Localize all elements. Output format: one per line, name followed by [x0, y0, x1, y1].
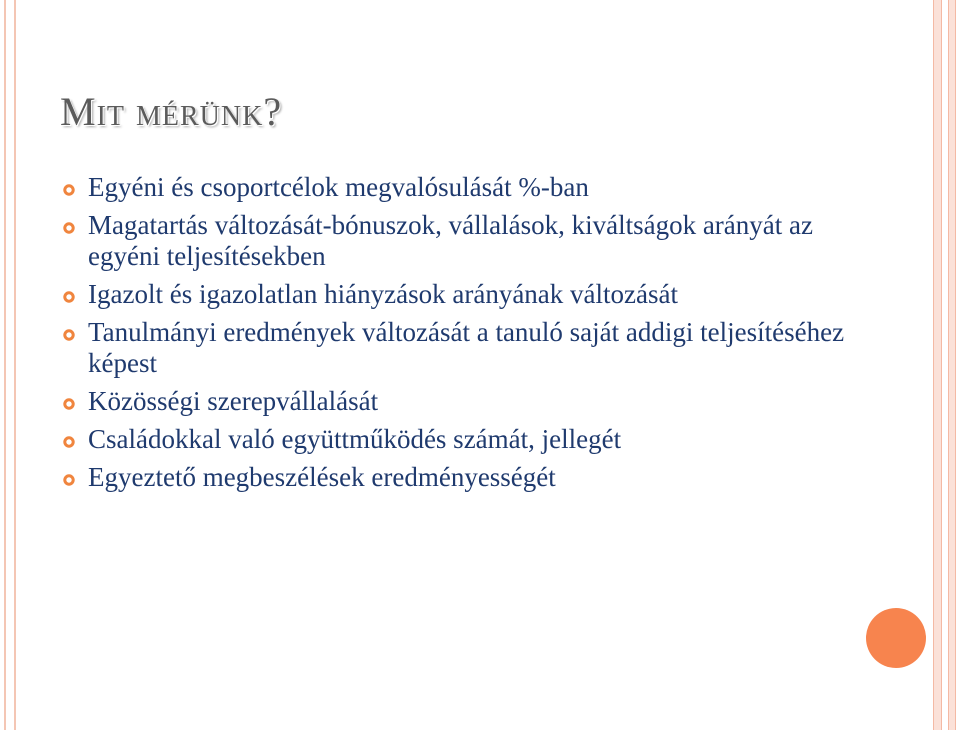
circle-ring-icon — [63, 291, 75, 303]
circle-ring-icon — [63, 329, 75, 341]
circle-ring-icon — [63, 436, 75, 448]
bullet-item — [60, 279, 860, 310]
bullet-list — [60, 172, 860, 500]
circle-ring-icon — [63, 474, 75, 486]
bullet-text: Tanulmányi eredmények változását a tanuló saját addigi teljesítéséhez képest — [88, 317, 845, 378]
bullet-item — [60, 172, 860, 203]
bullet-text: Egyeztető megbeszélések eredményességét — [88, 462, 556, 492]
bullet-text: Közösségi szerepvállalását — [88, 386, 379, 416]
circle-ring-icon — [63, 184, 75, 196]
bullet-item — [60, 386, 860, 417]
bullet-item — [60, 317, 860, 379]
bullet-item — [60, 210, 860, 272]
bullet-text: Családokkal való együttműködés számát, jellegét — [88, 424, 622, 454]
left-frame-border — [4, 0, 16, 730]
bullet-item — [60, 424, 860, 455]
circle-ring-icon — [63, 398, 75, 410]
bullet-text: Magatartás változását-bónuszok, vállalások, kiváltságok arányát az egyéni teljesítésekben — [88, 210, 813, 271]
slide-title: Mit mérünk? — [60, 89, 283, 134]
orange-circle-decoration — [866, 608, 926, 668]
right-frame-stripe — [933, 0, 942, 730]
bullet-text: Igazolt és igazolatlan hiányzások arányának változását — [88, 279, 678, 309]
bullet-item — [60, 462, 860, 493]
right-frame-stripe-outer — [948, 0, 956, 730]
circle-ring-icon — [63, 222, 75, 234]
bullet-text: Egyéni és csoportcélok megvalósulását %-ban — [88, 172, 589, 202]
